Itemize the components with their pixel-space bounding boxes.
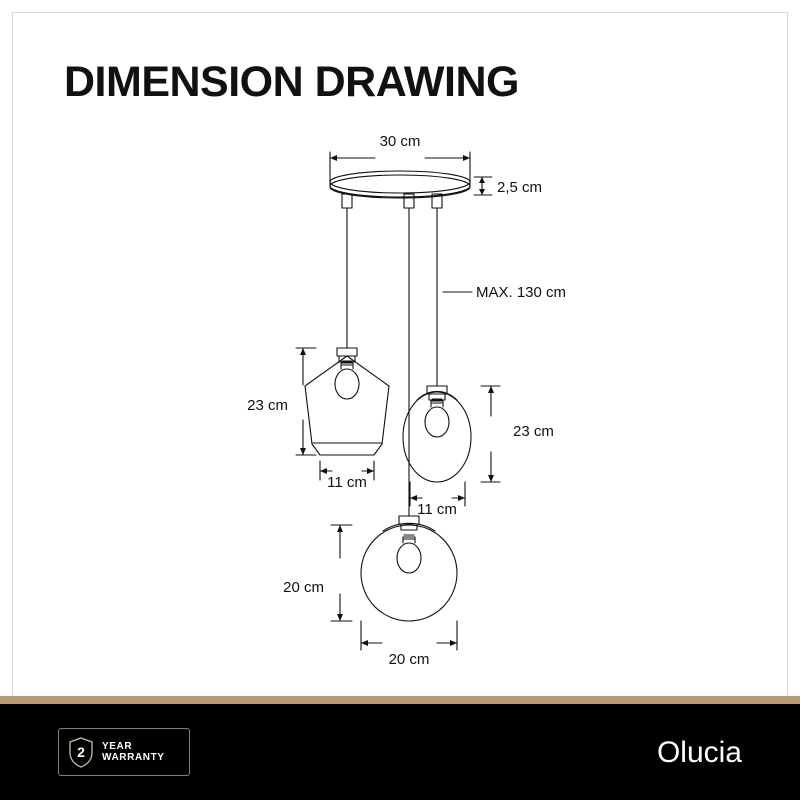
shade-bottom-width-dimension [361, 621, 457, 650]
warranty-text [102, 741, 165, 764]
shade-left [305, 348, 389, 455]
shade-left-width-label: 11 cm [327, 474, 367, 491]
canopy-width-dimension [330, 152, 470, 182]
page-title: DIMENSION DRAWING [64, 58, 519, 106]
footer-bar [0, 704, 800, 800]
shade-left-height-label: 23 cm [247, 397, 288, 414]
canopy-height-label: 2,5 cm [497, 179, 543, 196]
shade-bottom-height-label: 20 cm [283, 579, 324, 596]
shield-icon [68, 737, 94, 768]
shade-middle-height-label: 23 cm [513, 423, 554, 440]
warranty-badge [58, 728, 190, 776]
warranty-years-number: 2 [77, 744, 85, 760]
shade-middle [403, 386, 471, 482]
warranty-line-2: WARRANTY [102, 752, 165, 763]
footer-accent-strip [0, 696, 800, 704]
shade-middle-height-dimension [481, 386, 500, 482]
brand-logo: Olucia [656, 736, 742, 769]
shade-bottom-height-dimension [331, 525, 352, 621]
max-drop-label: MAX. 130 cm [476, 284, 567, 301]
shade-bottom [361, 516, 457, 621]
shade-left-height-dimension [296, 348, 316, 455]
shade-middle-width-label: 11 cm [417, 501, 457, 518]
canopy-height-dimension [474, 177, 492, 195]
shade-bottom-width-label: 20 cm [388, 651, 430, 668]
canopy-width-label: 30 cm [379, 133, 421, 150]
warranty-line-1: YEAR [102, 740, 133, 752]
